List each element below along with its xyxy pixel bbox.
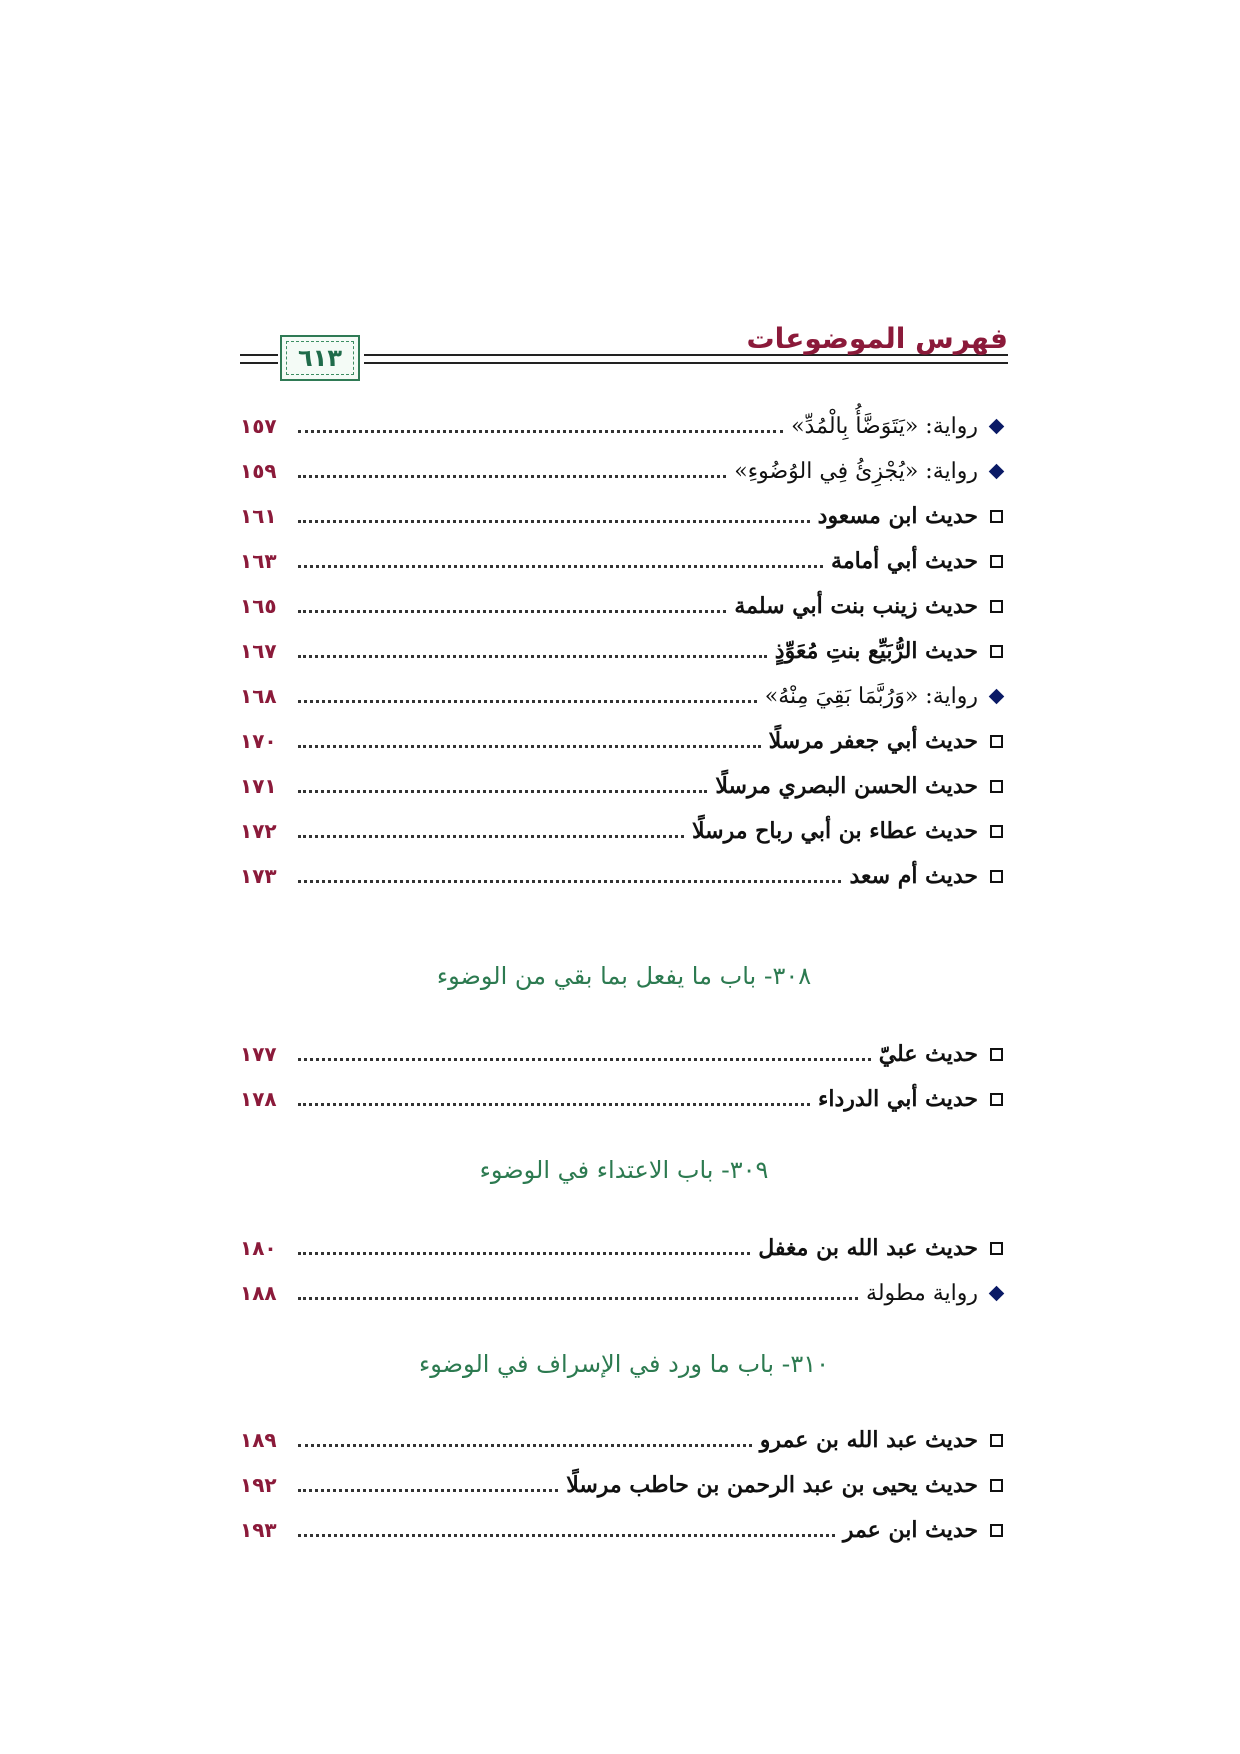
toc-entry [240,451,1008,491]
entry-page-number: ١٦٥ [240,594,277,618]
checkbox-icon [990,780,1003,793]
checkbox-icon [990,510,1003,523]
diamond-icon [988,688,1004,704]
dot-leader [298,565,823,568]
entry-marker [984,466,1008,477]
entry-marker [984,780,1008,793]
toc-entry [240,496,1008,536]
entry-title: حديث الرُّبَيِّع بنتِ مُعَوِّذٍ [774,638,978,664]
entry-page-number: ١٦١ [240,504,277,528]
entry-page-number: ١٩٢ [240,1473,277,1497]
toc-entry [240,1273,1008,1313]
toc-entry [240,1079,1008,1119]
toc-entry [240,631,1008,671]
entry-page-number: ١٧٣ [240,864,277,888]
header-rule-left [240,354,278,356]
entry-title: حديث أبي الدرداء [817,1086,978,1112]
entry-page-number: ١٧٠ [240,729,277,753]
toc-entry [240,406,1008,446]
checkbox-icon [990,555,1003,568]
entry-page-number: ١٧٢ [240,819,277,843]
toc-entry [240,1228,1008,1268]
entry-title: رواية: «وَرُبَّمَا بَقِيَ مِنْهُ» [764,683,978,709]
dot-leader [298,1252,750,1255]
toc-entry [240,586,1008,626]
page-title: فهرس الموضوعات [746,322,1008,355]
entry-title: حديث أبي أمامة [831,548,978,574]
page-number: ٦١٣ [298,344,342,372]
checkbox-icon [990,600,1003,613]
entry-marker [984,1288,1008,1299]
diamond-icon [988,1285,1004,1301]
toc-entry [240,721,1008,761]
toc-entry [240,766,1008,806]
dot-leader [298,610,726,613]
dot-leader [298,1489,558,1492]
entry-page-number: ١٧٨ [240,1087,277,1111]
checkbox-icon [990,870,1003,883]
entry-marker [984,1242,1008,1255]
checkbox-icon [990,1093,1003,1106]
dot-leader [298,790,707,793]
dot-leader [298,745,761,748]
checkbox-icon [990,1048,1003,1061]
dot-leader [298,1444,752,1447]
entry-marker [984,555,1008,568]
entry-page-number: ١٥٧ [240,414,277,438]
entry-title: رواية: «يَتَوَضَّأُ بِالْمُدِّ» [791,413,978,439]
dot-leader [298,1058,871,1061]
dot-leader [298,520,810,523]
entry-marker [984,510,1008,523]
entry-marker [984,1048,1008,1061]
entry-title: حديث ابن عمر [842,1517,978,1543]
checkbox-icon [990,1479,1003,1492]
section-heading: ٣٠٨- باب ما يفعل بما بقي من الوضوء [436,962,812,990]
entry-title: حديث عبد الله بن مغفل [758,1235,978,1261]
dot-leader [298,1103,810,1106]
section-heading: ٣٠٩- باب الاعتداء في الوضوء [479,1156,769,1184]
toc-entry [240,676,1008,716]
dot-leader [298,1297,858,1300]
entry-marker [984,691,1008,702]
dot-leader [298,835,684,838]
entry-page-number: ١٧٧ [240,1042,277,1066]
dot-leader [298,700,757,703]
section-heading: ٣١٠- باب ما ورد في الإسراف في الوضوء [418,1350,829,1378]
entry-page-number: ١٥٩ [240,459,277,483]
checkbox-icon [990,825,1003,838]
diamond-icon [988,418,1004,434]
entry-title: حديث ابن مسعود [817,503,978,529]
entry-title: حديث الحسن البصري مرسلًا [715,773,978,799]
entry-title: حديث أبي جعفر مرسلًا [768,728,978,754]
toc-entry [240,1510,1008,1550]
header-rule-left-lower [240,362,278,364]
entry-title: حديث يحيى بن عبد الرحمن بن حاطب مرسلًا [566,1472,978,1498]
dot-leader [298,880,841,883]
entry-marker [984,1524,1008,1537]
entry-title: رواية مطولة [866,1280,978,1306]
entry-page-number: ١٩٣ [240,1518,277,1542]
entry-page-number: ١٨٠ [240,1236,277,1260]
checkbox-icon [990,1434,1003,1447]
page-number-frame [280,335,360,381]
entry-marker [984,825,1008,838]
toc-entry [240,1420,1008,1460]
entry-title: حديث عبد الله بن عمرو [759,1427,978,1453]
checkbox-icon [990,1242,1003,1255]
entry-title: حديث أم سعد [849,863,978,889]
entry-page-number: ١٨٨ [240,1281,277,1305]
dot-leader [298,1534,835,1537]
entry-title: حديث عليّ [878,1041,978,1067]
entry-title: حديث زينب بنت أبي سلمة [734,593,978,619]
toc-entry [240,856,1008,896]
checkbox-icon [990,735,1003,748]
toc-entry [240,1465,1008,1505]
entry-marker [984,1479,1008,1492]
entry-marker [984,735,1008,748]
dot-leader [298,475,726,478]
entry-page-number: ١٨٩ [240,1428,277,1452]
toc-entry [240,1034,1008,1074]
entry-page-number: ١٧١ [240,774,277,798]
entry-marker [984,645,1008,658]
entry-marker [984,1434,1008,1447]
entry-marker [984,600,1008,613]
toc-entry [240,541,1008,581]
entry-title: حديث عطاء بن أبي رباح مرسلًا [692,818,978,844]
page-header [240,316,1008,386]
entry-page-number: ١٦٧ [240,639,277,663]
entry-marker [984,870,1008,883]
checkbox-icon [990,1524,1003,1537]
entry-marker [984,421,1008,432]
checkbox-icon [990,645,1003,658]
entry-title: رواية: «يُجْزِئُ فِي الوُضُوءِ» [734,458,978,484]
dot-leader [298,655,767,658]
dot-leader [298,430,783,433]
header-rule-right-lower [364,362,1008,364]
entry-marker [984,1093,1008,1106]
entry-page-number: ١٦٣ [240,549,277,573]
entry-page-number: ١٦٨ [240,684,277,708]
toc-entry [240,811,1008,851]
diamond-icon [988,463,1004,479]
